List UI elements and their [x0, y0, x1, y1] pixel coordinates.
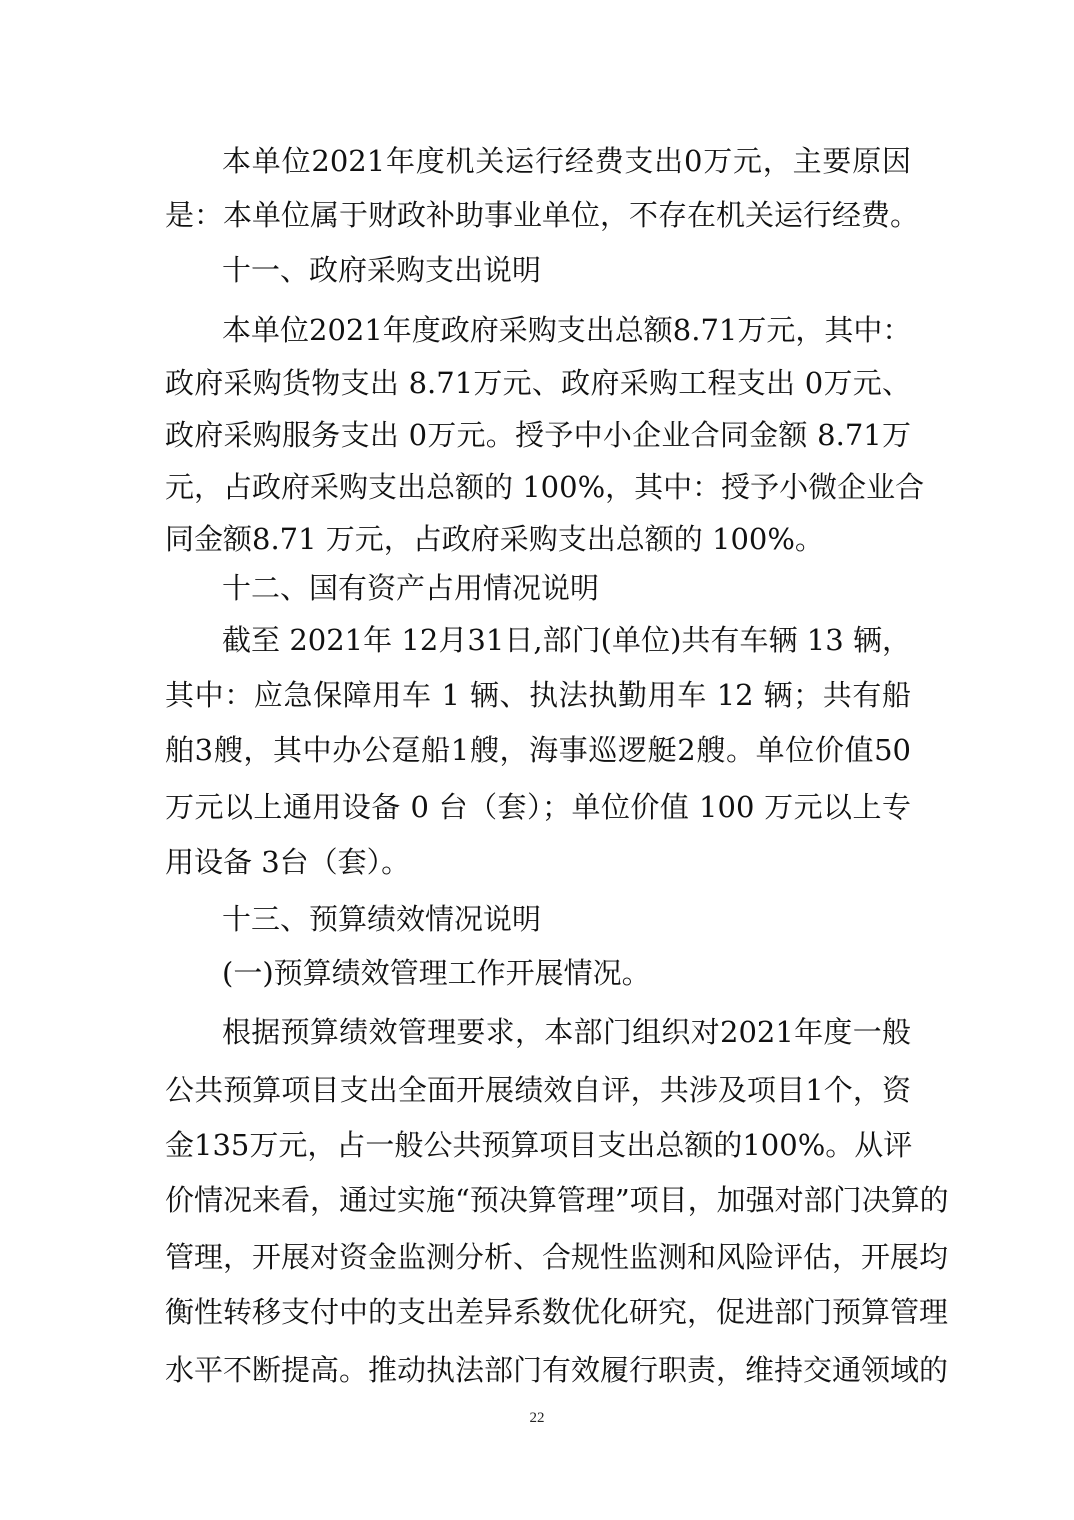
paragraph-line: 本单位2021年度政府采购支出总额8.71万元，其中：: [222, 313, 912, 347]
paragraph-line: 政府采购货物支出 8.71万元、政府采购工程支出 0万元、: [165, 366, 911, 400]
paragraph-line: 公共预算项目支出全面开展绩效自评，共涉及项目1个，资: [165, 1073, 911, 1107]
paragraph-line: 水平不断提高。推动执法部门有效履行职责，维持交通领域的: [165, 1353, 949, 1387]
paragraph-line: 元，占政府采购支出总额的 100%，其中：授予小微企业合: [165, 470, 925, 504]
paragraph-line: 用设备 3台（套）。: [165, 845, 411, 879]
paragraph-line: 衡性转移支付中的支出差异系数优化研究，促进部门预算管理: [165, 1295, 949, 1329]
section-heading: 十一、政府采购支出说明: [222, 253, 542, 287]
paragraph-line: 本单位2021年度机关运行经费支出0万元，主要原因: [222, 144, 911, 178]
paragraph-line: 同金额8.71 万元，占政府采购支出总额的 100%。: [165, 522, 824, 556]
paragraph-line: 是：本单位属于财政补助事业单位，不存在机关运行经费。: [165, 198, 920, 232]
paragraph-line: 截至 2021年 12月31日,部门(单位)共有车辆 13 辆，: [222, 623, 911, 657]
section-heading: 十二、国有资产占用情况说明: [222, 571, 600, 605]
page-number: 22: [529, 1410, 545, 1426]
paragraph-line: 政府采购服务支出 0万元。授予中小企业合同金额 8.71万: [165, 418, 911, 452]
paragraph-line: 根据预算绩效管理要求，本部门组织对2021年度一般: [222, 1015, 911, 1049]
paragraph-line: 舶3艘，其中办公趸船1艘，海事巡逻艇2艘。单位价值50: [165, 733, 911, 767]
subsection-heading: (一)预算绩效管理工作开展情况。: [222, 956, 651, 990]
paragraph-line: 价情况来看，通过实施“预决算管理”项目，加强对部门决算的: [165, 1183, 949, 1217]
section-heading: 十三、预算绩效情况说明: [222, 902, 542, 936]
paragraph-line: 万元以上通用设备 0 台（套）；单位价值 100 万元以上专: [165, 790, 911, 824]
paragraph-line: 金135万元，占一般公共预算项目支出总额的100%。从评: [165, 1128, 913, 1162]
paragraph-line: 管理，开展对资金监测分析、合规性监测和风险评估，开展均: [165, 1240, 949, 1274]
paragraph-line: 其中：应急保障用车 1 辆、执法执勤用车 12 辆；共有船: [165, 678, 911, 712]
